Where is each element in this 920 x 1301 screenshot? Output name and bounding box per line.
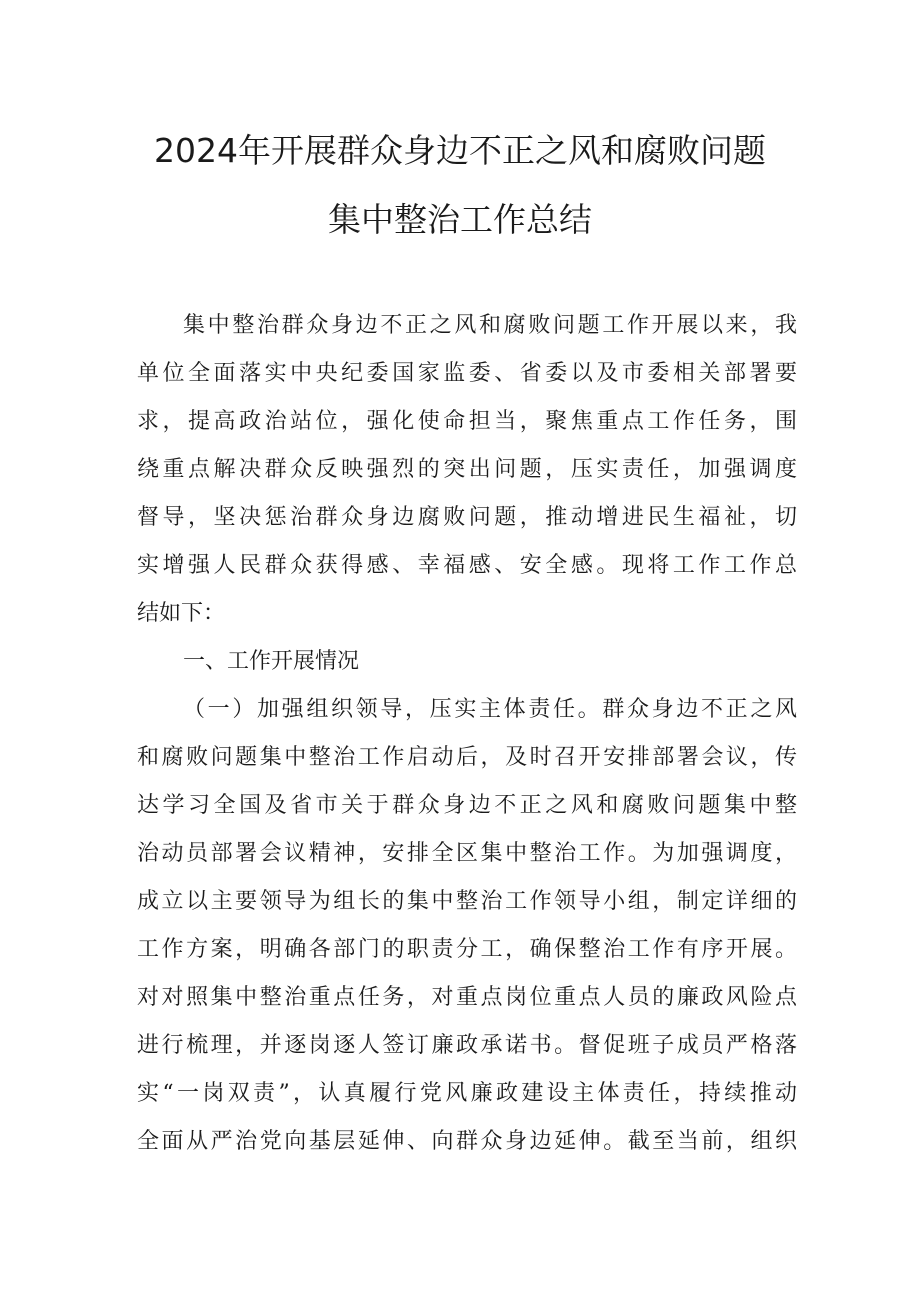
- paragraph-line: 和腐败问题集中整治工作启动后，及时召开安排部署会议，传: [137, 745, 797, 770]
- paragraph-line: 绕重点解决群众反映强烈的突出问题，压实责任，加强调度: [137, 457, 797, 482]
- paragraph-line: 进行梳理，并逐岗逐人签订廉政承诺书。督促班子成员严格落: [137, 1033, 797, 1058]
- document-title-line-1: 2024年开展群众身边不正之风和腐败问题: [154, 131, 766, 170]
- paragraph-line: 治动员部署会议精神，安排全区集中整治工作。为加强调度，: [137, 841, 797, 866]
- paragraph-line: 实增强人民群众获得感、幸福感、安全感。现将工作工作总: [137, 553, 797, 578]
- paragraph-line: 成立以主要领导为组长的集中整治工作领导小组，制定详细的: [137, 889, 797, 914]
- document-title-line-2: 集中整治工作总结: [328, 200, 592, 239]
- paragraph-line: 求，提高政治站位，强化使命担当，聚焦重点工作任务，围: [137, 409, 797, 434]
- paragraph-line: 实“一岗双责”，认真履行党风廉政建设主体责任，持续推动: [137, 1081, 797, 1106]
- paragraph-line: 达学习全国及省市关于群众身边不正之风和腐败问题集中整: [137, 793, 797, 818]
- paragraph-line: 督导，坚决惩治群众身边腐败问题，推动增进民生福祉，切: [137, 505, 797, 530]
- paragraph-line: 结如下：: [137, 601, 226, 626]
- paragraph-line: 集中整治群众身边不正之风和腐败问题工作开展以来，我: [183, 313, 797, 338]
- paragraph-line: 对对照集中整治重点任务，对重点岗位重点人员的廉政风险点: [137, 985, 797, 1010]
- paragraph-line: 全面从严治党向基层延伸、向群众身边延伸。截至当前，组织: [137, 1129, 797, 1154]
- section-heading: 一、工作开展情况: [183, 649, 360, 674]
- subsection-heading-line: （一）加强组织领导，压实主体责任。群众身边不正之风: [183, 697, 797, 722]
- paragraph-line: 单位全面落实中央纪委国家监委、省委以及市委相关部署要: [137, 361, 797, 386]
- paragraph-line: 工作方案，明确各部门的职责分工，确保整治工作有序开展。: [137, 937, 797, 962]
